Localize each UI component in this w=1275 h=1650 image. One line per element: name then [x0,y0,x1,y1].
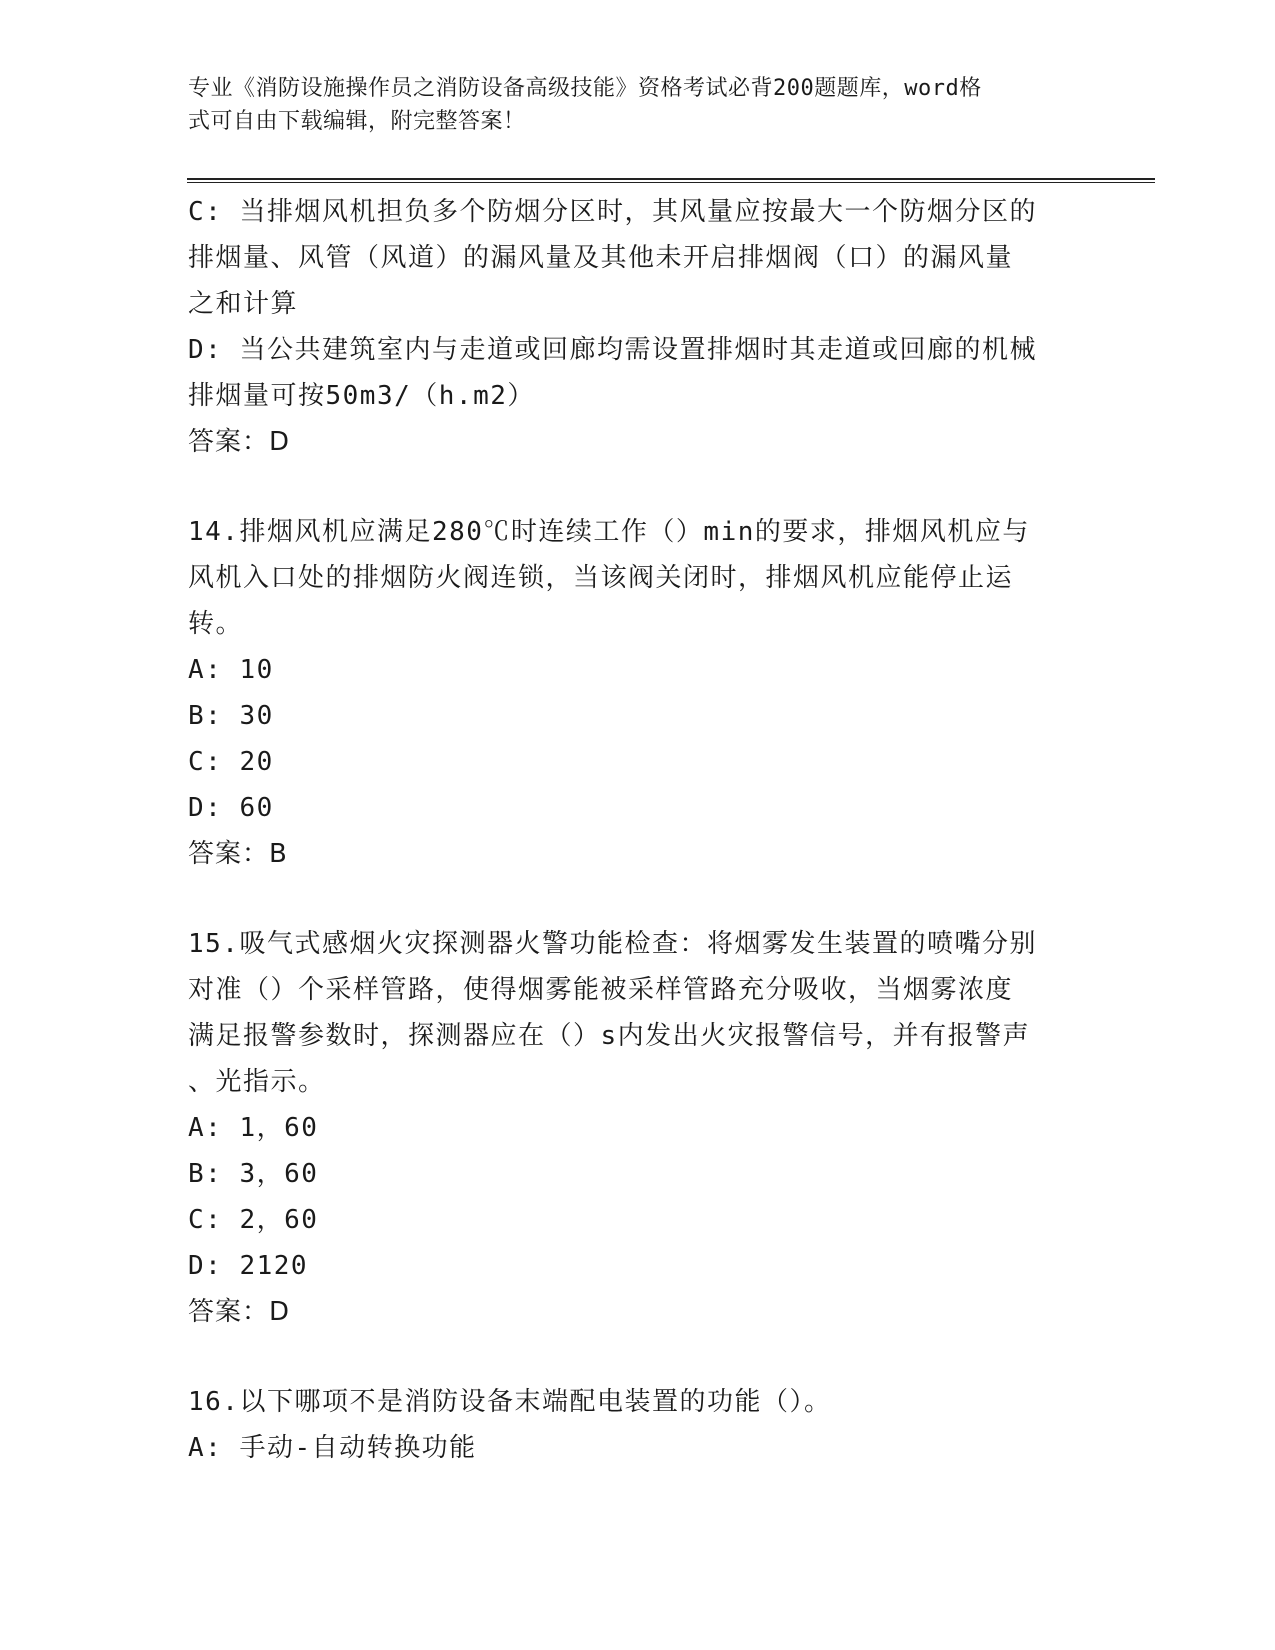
option-a: A: 1，60 [188,1113,319,1143]
question-13-tail [188,189,1088,465]
spacer [188,1335,1088,1379]
question-stem-line: 风机入口处的排烟防火阀连锁，当该阀关闭时，排烟风机应能停止运 [188,563,1014,593]
spacer [188,877,1088,921]
header-divider [187,178,1155,183]
question-stem-line: 、光指示。 [188,1067,326,1097]
option-c-line: C: 当排烟风机担负多个防烟分区时，其风量应按最大一个防烟分区的 [188,197,1037,227]
header-line-2: 式可自由下载编辑，附完整答案！ [188,109,526,134]
question-stem-line: 14.排烟风机应满足280℃时连续工作（）min的要求，排烟风机应与 [188,517,1030,547]
question-14 [188,509,1088,877]
document-body [188,189,1088,1471]
option-c-line: 之和计算 [188,289,299,319]
option-a: A: 10 [188,655,274,685]
question-stem-line: 满足报警参数时，探测器应在（）s内发出火灾报警信号，并有报警声 [188,1021,1031,1051]
answer: 答案：B [188,839,288,869]
question-stem-line: 转。 [188,609,244,639]
question-15 [188,921,1088,1335]
question-stem-line: 15.吸气式感烟火灾探测器火警功能检查：将烟雾发生装置的喷嘴分别 [188,929,1037,959]
option-d: D: 2120 [188,1251,309,1281]
spacer [188,465,1088,509]
option-c: C: 20 [188,747,274,777]
option-a: A: 手动-自动转换功能 [188,1433,477,1463]
answer: 答案：D [188,427,291,457]
option-b: B: 30 [188,701,274,731]
option-d: D: 60 [188,793,274,823]
option-b: B: 3，60 [188,1159,319,1189]
answer: 答案：D [188,1297,291,1327]
option-d-line: 排烟量可按50m3/（h.m2） [188,381,535,411]
option-c-line: 排烟量、风管（风道）的漏风量及其他未开启排烟阀（口）的漏风量 [188,243,1014,273]
page-header [188,72,1088,138]
question-stem-line: 16.以下哪项不是消防设备末端配电装置的功能（）。 [188,1387,832,1417]
option-d-line: D: 当公共建筑室内与走道或回廊均需设置排烟时其走道或回廊的机械 [188,335,1037,365]
option-c: C: 2，60 [188,1205,319,1235]
question-16 [188,1379,1088,1471]
question-stem-line: 对准（）个采样管路，使得烟雾能被采样管路充分吸收，当烟雾浓度 [188,975,1014,1005]
header-line-1: 专业《消防设施操作员之消防设备高级技能》资格考试必背200题题库，word格 [188,76,982,101]
